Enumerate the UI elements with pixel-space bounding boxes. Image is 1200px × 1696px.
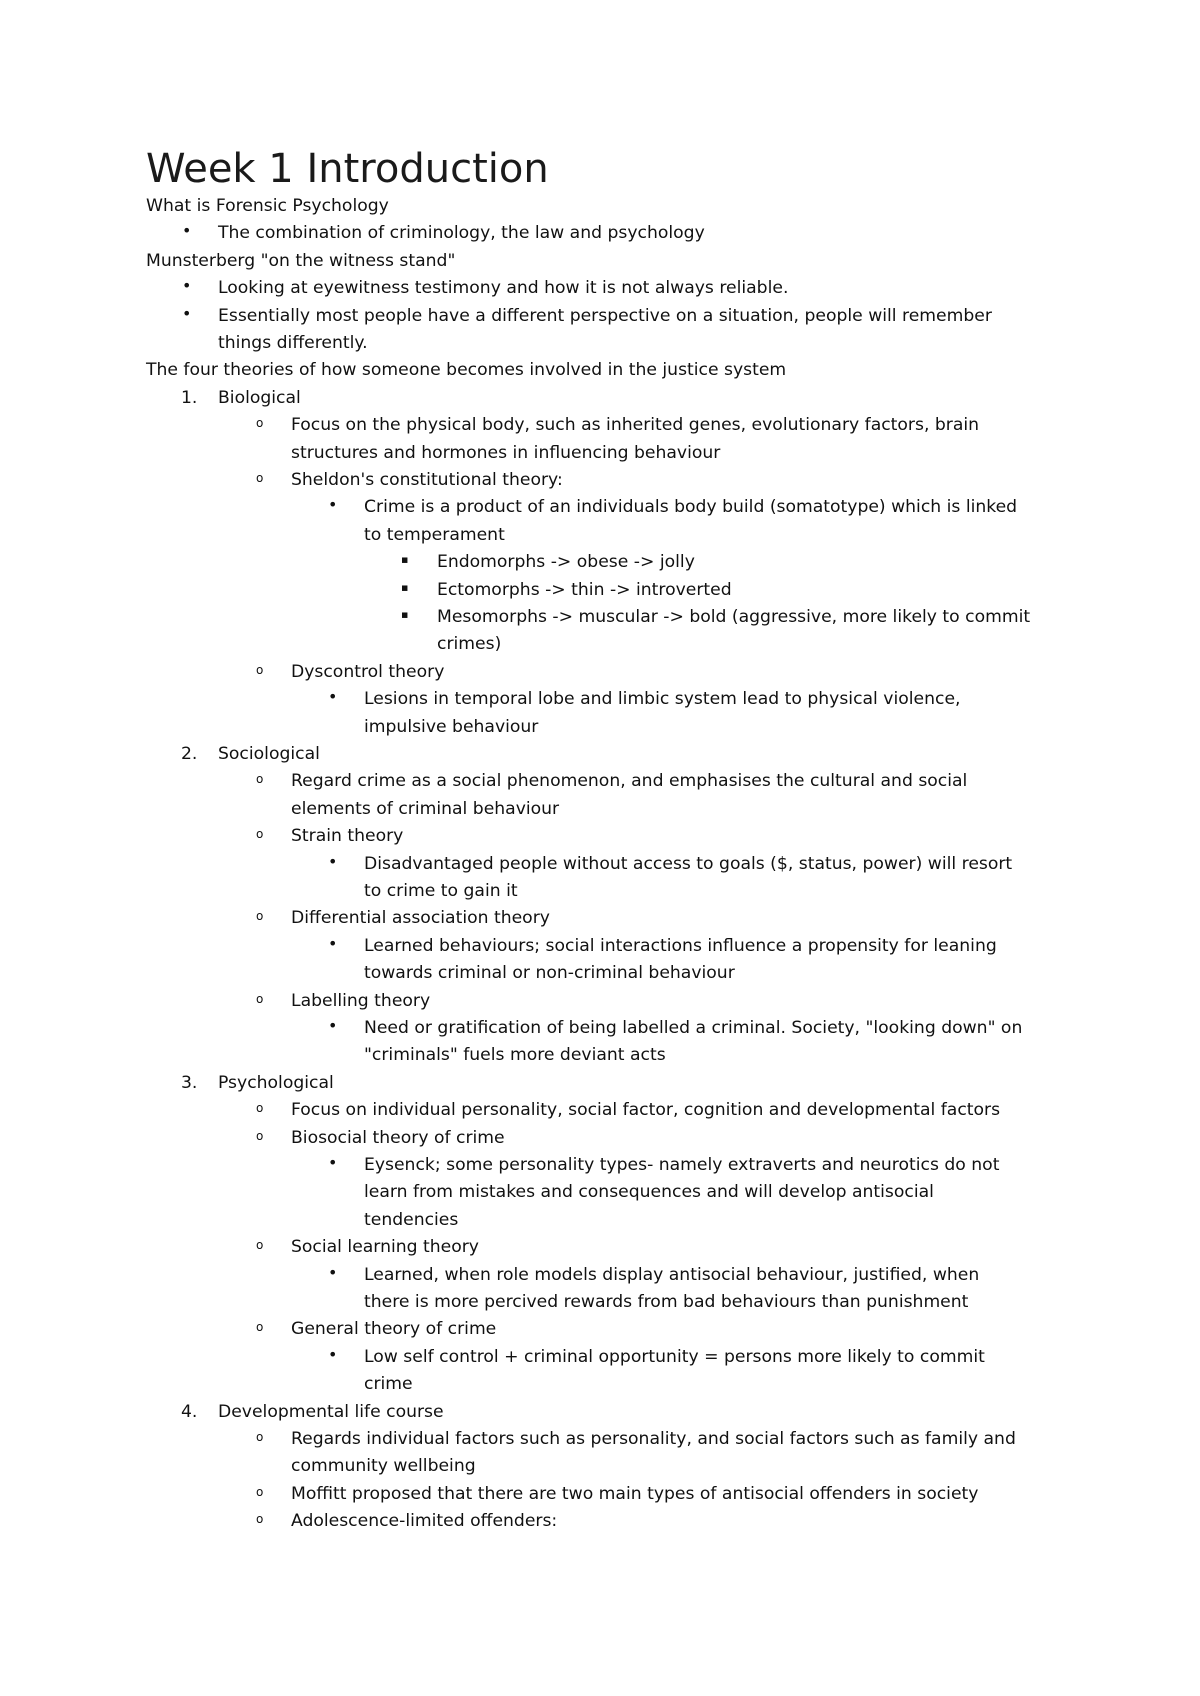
list-marker: • — [328, 1344, 338, 1364]
text-line: Dyscontrol theory — [291, 661, 445, 682]
text-line: Regards individual factors such as personality, and social factors such as family and — [291, 1429, 1016, 1449]
list-marker: o — [256, 1320, 264, 1335]
text-line: Biosocial theory of crime — [291, 1127, 505, 1148]
list-marker: o — [256, 416, 264, 431]
list-marker: • — [182, 276, 192, 296]
text-line: Moffitt proposed that there are two main types of antisocial offenders in society — [291, 1483, 979, 1504]
text-line: Adolescence-limited offenders: — [291, 1511, 558, 1532]
text-line: Sheldon's constitutional theory: — [291, 470, 563, 490]
list-marker: • — [328, 1262, 338, 1282]
list-marker: o — [256, 1101, 264, 1116]
page-title: Week 1 Introduction — [146, 146, 549, 192]
text-line: things differently. — [218, 333, 368, 353]
text-line: What is Forensic Psychology — [146, 196, 389, 216]
text-line: Developmental life course — [218, 1401, 444, 1422]
text-line: to crime to gain it — [364, 881, 518, 901]
list-marker: o — [256, 909, 264, 924]
text-line: Focus on individual personality, social factor, cognition and developmental factors — [291, 1100, 1001, 1121]
list-marker: • — [328, 1016, 338, 1035]
text-line: Labelling theory — [291, 990, 431, 1011]
text-line: to temperament — [364, 524, 505, 545]
list-marker: o — [256, 662, 264, 677]
list-marker: 2. — [181, 744, 198, 764]
list-marker: o — [256, 1512, 264, 1527]
text-line: The four theories of how someone becomes involved in the justice system — [146, 360, 787, 381]
list-marker: • — [182, 221, 192, 241]
list-marker: o — [256, 827, 264, 842]
list-marker: • — [328, 1153, 338, 1172]
text-line: learn from mistakes and consequences and will develop antisocial — [364, 1182, 934, 1203]
text-line: Disadvantaged people without access to goals ($, status, power) will resort — [364, 853, 1013, 874]
list-marker: o — [256, 1238, 264, 1253]
list-marker: o — [256, 772, 264, 787]
text-line: impulsive behaviour — [364, 716, 539, 737]
list-marker: 4. — [181, 1401, 198, 1422]
list-marker: o — [256, 1484, 264, 1499]
list-marker: • — [328, 933, 338, 953]
list-marker: o — [256, 1128, 264, 1143]
list-marker: 1. — [181, 387, 198, 408]
text-line: Looking at eyewitness testimony and how it is not always reliable. — [218, 278, 789, 299]
list-marker: ▪ — [401, 553, 409, 567]
text-line: elements of criminal behaviour — [291, 798, 560, 819]
text-line: Strain theory — [291, 826, 404, 847]
text-line: Munsterberg "on the witness stand" — [146, 250, 456, 271]
list-marker: o — [256, 991, 264, 1006]
text-line: Essentially most people have a different perspective on a situation, people will remember — [218, 305, 992, 326]
list-marker: • — [182, 303, 192, 323]
text-line: structures and hormones in influencing behaviour — [291, 442, 721, 463]
text-line: Biological — [218, 387, 301, 408]
list-marker: o — [256, 1430, 264, 1444]
text-line: Regard crime as a social phenomenon, and emphasises the cultural and social — [291, 771, 968, 792]
text-line: Focus on the physical body, such as inherited genes, evolutionary factors, brain — [291, 415, 980, 436]
text-line: Mesomorphs -> muscular -> bold (aggressive, more likely to commit — [437, 607, 1031, 627]
text-line: Learned behaviours; social interactions influence a propensity for leaning — [364, 935, 997, 956]
text-line: there is more percived rewards from bad behaviours than punishment — [364, 1292, 969, 1312]
text-line: towards criminal or non-criminal behaviour — [364, 963, 735, 984]
text-line: "criminals" fuels more deviant acts — [364, 1045, 666, 1066]
text-line: Crime is a product of an individuals body build (somatotype) which is linked — [364, 497, 1018, 518]
text-line: Lesions in temporal lobe and limbic system lead to physical violence, — [364, 689, 961, 710]
text-line: General theory of crime — [291, 1319, 497, 1340]
list-marker: 3. — [181, 1072, 198, 1093]
text-line: Social learning theory — [291, 1237, 479, 1258]
text-line: Psychological — [218, 1072, 334, 1093]
text-line: community wellbeing — [291, 1456, 476, 1477]
text-line: Need or gratification of being labelled a criminal. Society, "looking down" on — [364, 1018, 1023, 1038]
text-line: Low self control + criminal opportunity = persons more likely to commit — [364, 1346, 985, 1367]
list-marker: ▪ — [401, 580, 409, 594]
list-marker: • — [328, 495, 338, 515]
text-line: Differential association theory — [291, 908, 550, 929]
list-marker: ▪ — [401, 608, 409, 621]
text-line: Ectomorphs -> thin -> introverted — [437, 579, 732, 600]
text-line: tendencies — [364, 1209, 459, 1230]
list-marker: • — [328, 851, 338, 871]
text-line: Endomorphs -> obese -> jolly — [437, 552, 695, 573]
list-marker: • — [328, 687, 338, 707]
text-line: Learned, when role models display antisocial behaviour, justified, when — [364, 1264, 980, 1285]
text-line: Sociological — [218, 744, 320, 764]
text-line: crimes) — [437, 634, 502, 655]
text-line: Eysenck; some personality types- namely extraverts and neurotics do not — [364, 1155, 1000, 1175]
text-line: crime — [364, 1374, 413, 1395]
list-marker: o — [256, 471, 264, 485]
text-line: The combination of criminology, the law and psychology — [218, 223, 705, 244]
